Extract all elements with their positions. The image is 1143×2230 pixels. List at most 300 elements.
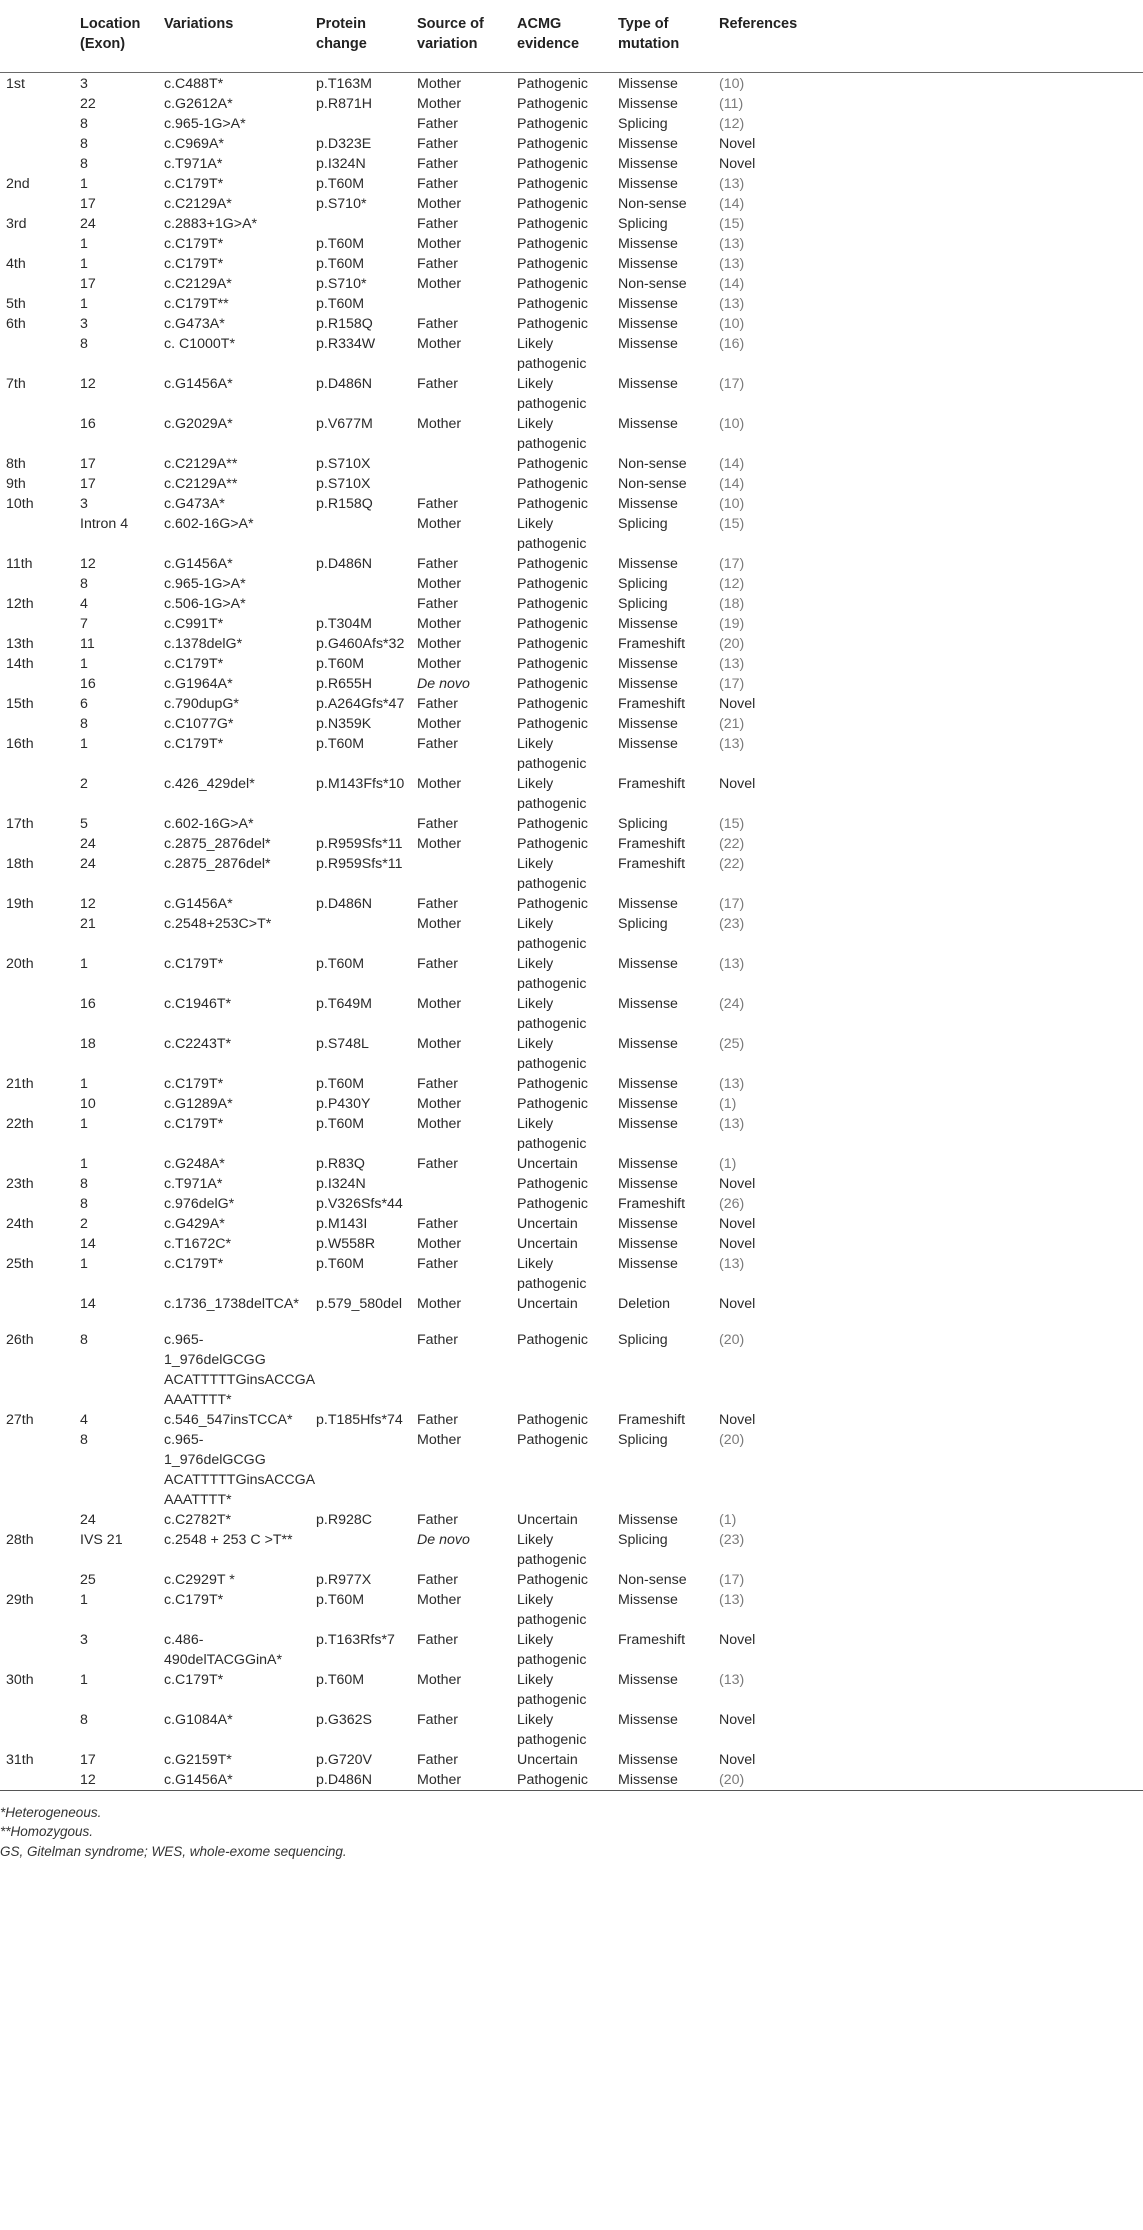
cell-case: [0, 114, 74, 134]
cell-type: Missense: [618, 155, 678, 172]
cell-type: Splicing: [618, 1431, 668, 1448]
cell-source: Father: [417, 175, 459, 192]
table-row: [0, 554, 1143, 574]
cell-reference: (1): [719, 1511, 737, 1528]
cell-location: 3: [80, 75, 88, 92]
cell-acmg: Pathogenic: [517, 1411, 588, 1428]
cell-case: [0, 1094, 74, 1114]
cell-type: Missense: [618, 1155, 678, 1172]
cell-acmg: Pathogenic: [517, 695, 588, 712]
cell-variation: c.G1964A*: [164, 675, 233, 692]
cell-source: Father: [417, 135, 459, 152]
cell-acmg: Likely pathogenic: [517, 995, 587, 1032]
cell-acmg: Uncertain: [517, 1235, 578, 1252]
header-cell-protein-change: Protein change: [316, 16, 367, 52]
cell-reference: Novel: [719, 1235, 756, 1252]
cell-type: Missense: [618, 1115, 678, 1132]
cell-protein-change: [310, 574, 411, 594]
cell-location: 17: [80, 195, 96, 212]
cell-type: Missense: [618, 1075, 678, 1092]
cell-location: 18: [80, 1035, 96, 1052]
cell-location: 2: [80, 775, 88, 792]
header-cell-type: Type of mutation: [618, 16, 680, 52]
cell-protein-change: p.T60M: [316, 1115, 365, 1132]
table-row: [0, 1750, 1143, 1770]
cell-location: 17: [80, 455, 96, 472]
table-row: [0, 714, 1143, 734]
table-row: [0, 94, 1143, 114]
table-row: [0, 1174, 1143, 1194]
cell-protein-change: [310, 514, 411, 554]
cell-location: 24: [80, 855, 96, 872]
cell-variation: c.G1456A*: [164, 1771, 233, 1788]
table-row: [0, 274, 1143, 294]
cell-case: [0, 774, 74, 814]
cell-type: Missense: [618, 1711, 678, 1728]
cell-protein-change: p.T60M: [316, 295, 365, 312]
cell-variation: c.G473A*: [164, 495, 225, 512]
cell-source: Father: [417, 115, 459, 132]
cell-case: [0, 134, 74, 154]
cell-type: Missense: [618, 1175, 678, 1192]
cell-source: Father: [417, 595, 459, 612]
cell-case: [0, 674, 74, 694]
cell-variation: c.C179T*: [164, 255, 224, 272]
cell-reference: Novel: [719, 775, 756, 792]
cell-reference: (20): [719, 1331, 745, 1348]
cell-type: Missense: [618, 995, 678, 1012]
cell-source: [411, 1194, 511, 1214]
cell-source: [411, 454, 511, 474]
cell-reference: (22): [719, 835, 745, 852]
table-row: [0, 1430, 1143, 1510]
cell-source: De novo: [417, 1531, 470, 1548]
table-row: [0, 234, 1143, 254]
cell-source: Mother: [417, 915, 462, 932]
cell-variation: c.C179T*: [164, 955, 224, 972]
cell-source: Mother: [417, 1671, 462, 1688]
cell-case: 7th: [6, 375, 26, 392]
cell-variation: c.T971A*: [164, 155, 223, 172]
cell-location: 8: [80, 1175, 88, 1192]
cell-protein-change: p.D486N: [316, 1771, 372, 1788]
cell-source: Mother: [417, 1115, 462, 1132]
cell-acmg: Pathogenic: [517, 1195, 588, 1212]
table-row: [0, 114, 1143, 134]
cell-location: 4: [80, 1411, 88, 1428]
cell-case: 24th: [6, 1215, 34, 1232]
cell-protein-change: p.R158Q: [316, 315, 373, 332]
cell-reference: Novel: [719, 1631, 756, 1648]
cell-type: Splicing: [618, 115, 668, 132]
cell-variation: c.790dupG*: [164, 695, 239, 712]
cell-variation: c.965-1_976delGCGG ACATTTTTGinsACCGA AAATTTT*: [164, 1431, 315, 1508]
table-row: [0, 1410, 1143, 1430]
cell-case: [0, 1034, 74, 1074]
cell-variation: c.C179T**: [164, 295, 229, 312]
cell-reference: (13): [719, 655, 745, 672]
cell-location: 12: [80, 895, 96, 912]
cell-variation: c.G429A*: [164, 1215, 225, 1232]
cell-location: 16: [80, 415, 96, 432]
table-row: [0, 674, 1143, 694]
cell-type: Splicing: [618, 215, 668, 232]
table-row: [0, 1570, 1143, 1590]
table-row: [0, 1530, 1143, 1570]
cell-reference: (14): [719, 275, 745, 292]
table-body: [0, 72, 1143, 1790]
cell-variation: c.C179T*: [164, 1255, 224, 1272]
cell-acmg: Likely pathogenic: [517, 1531, 587, 1568]
cell-location: 12: [80, 375, 96, 392]
cell-protein-change: p.R959Sfs*11: [316, 855, 403, 872]
cell-case: 14th: [6, 655, 34, 672]
cell-protein-change: p.T60M: [316, 235, 365, 252]
cell-protein-change: p.T163M: [316, 75, 372, 92]
cell-location: 8: [80, 135, 88, 152]
cell-source: Father: [417, 735, 459, 752]
table-row: [0, 634, 1143, 654]
cell-variation: c.C2129A*: [164, 275, 232, 292]
cell-case: [0, 1154, 74, 1174]
cell-variation: c.976delG*: [164, 1195, 235, 1212]
cell-type: Missense: [618, 895, 678, 912]
cell-type: Missense: [618, 75, 678, 92]
cell-acmg: Likely pathogenic: [517, 1711, 587, 1748]
cell-location: 8: [80, 1711, 88, 1728]
cell-location: Intron 4: [80, 515, 129, 532]
cell-location: 24: [80, 215, 96, 232]
cell-location: 21: [80, 915, 96, 932]
cell-case: [0, 1710, 74, 1750]
cell-acmg: Pathogenic: [517, 295, 588, 312]
cell-protein-change: p.W558R: [316, 1235, 376, 1252]
cell-acmg: Likely pathogenic: [517, 415, 587, 452]
cell-variation: c.602-16G>A*: [164, 815, 254, 832]
cell-protein-change: p.S710*: [316, 195, 367, 212]
cell-source: Father: [417, 1411, 459, 1428]
table-row: [0, 654, 1143, 674]
table-row: [0, 694, 1143, 714]
cell-location: 16: [80, 995, 96, 1012]
cell-type: Missense: [618, 235, 678, 252]
cell-variation: c.G473A*: [164, 315, 225, 332]
cell-acmg: Pathogenic: [517, 635, 588, 652]
cell-acmg: Pathogenic: [517, 675, 588, 692]
table-row: [0, 1670, 1143, 1710]
cell-reference: (23): [719, 1531, 745, 1548]
cell-acmg: Uncertain: [517, 1511, 578, 1528]
cell-location: 17: [80, 475, 96, 492]
cell-protein-change: p.I324N: [316, 1175, 366, 1192]
cell-case: [0, 234, 74, 254]
cell-source: Mother: [417, 575, 462, 592]
cell-acmg: Pathogenic: [517, 235, 588, 252]
cell-acmg: Likely pathogenic: [517, 335, 587, 372]
cell-case: 15th: [6, 695, 34, 712]
cell-type: Splicing: [618, 1531, 668, 1548]
cell-reference: (13): [719, 1075, 745, 1092]
cell-type: Missense: [618, 1671, 678, 1688]
footnote: GS, Gitelman syndrome; WES, whole-exome sequencing.: [0, 1843, 347, 1859]
cell-acmg: Uncertain: [517, 1295, 578, 1312]
cell-type: Missense: [618, 1751, 678, 1768]
cell-type: Missense: [618, 1511, 678, 1528]
cell-protein-change: p.T60M: [316, 955, 365, 972]
cell-variation: c.C179T*: [164, 655, 224, 672]
cell-protein-change: p.V677M: [316, 415, 373, 432]
cell-location: 3: [80, 495, 88, 512]
cell-type: Missense: [618, 1235, 678, 1252]
cell-location: 8: [80, 715, 88, 732]
cell-source: Mother: [417, 1771, 462, 1788]
cell-source: Mother: [417, 715, 462, 732]
cell-variation: c.C179T*: [164, 1591, 224, 1608]
table-row: [0, 854, 1143, 894]
cell-case: [0, 154, 74, 174]
cell-case: [0, 994, 74, 1034]
cell-source: Mother: [417, 1295, 462, 1312]
cell-case: [0, 94, 74, 114]
cell-location: 1: [80, 1255, 88, 1272]
cell-reference: (20): [719, 635, 745, 652]
header-cell-source: Source of variation: [417, 16, 484, 52]
cell-location: 8: [80, 155, 88, 172]
cell-acmg: Pathogenic: [517, 155, 588, 172]
cell-protein-change: p.S710*: [316, 275, 367, 292]
cell-location: 10: [80, 1095, 96, 1112]
cell-location: 5: [80, 815, 88, 832]
cell-acmg: Uncertain: [517, 1155, 578, 1172]
cell-type: Missense: [618, 375, 678, 392]
cell-variation: c.G1289A*: [164, 1095, 233, 1112]
table-row: [0, 894, 1143, 914]
cell-reference: (10): [719, 75, 745, 92]
cell-acmg: Likely pathogenic: [517, 1671, 587, 1708]
cell-acmg: Likely pathogenic: [517, 855, 587, 892]
cell-location: 12: [80, 555, 96, 572]
table-row: [0, 474, 1143, 494]
cell-reference: (17): [719, 375, 745, 392]
cell-protein-change: p.R158Q: [316, 495, 373, 512]
cell-protein-change: p.T60M: [316, 175, 365, 192]
cell-source: Father: [417, 155, 459, 172]
cell-variation: c.506-1G>A*: [164, 595, 246, 612]
cell-acmg: Likely pathogenic: [517, 1035, 587, 1072]
table-row: [0, 514, 1143, 554]
table-row: [0, 294, 1143, 314]
cell-source: Mother: [417, 995, 462, 1012]
cell-protein-change: p.T60M: [316, 735, 365, 752]
cell-source: Mother: [417, 335, 462, 352]
cell-variation: c.C2129A**: [164, 455, 238, 472]
cell-acmg: Uncertain: [517, 1751, 578, 1768]
cell-reference: Novel: [719, 1295, 756, 1312]
cell-reference: (1): [719, 1095, 737, 1112]
cell-reference: (13): [719, 175, 745, 192]
cell-type: Non-sense: [618, 455, 687, 472]
cell-type: Frameshift: [618, 775, 686, 792]
cell-acmg: Likely pathogenic: [517, 1631, 587, 1668]
cell-variation: c.C2129A*: [164, 195, 232, 212]
cell-reference: (26): [719, 1195, 745, 1212]
cell-acmg: Pathogenic: [517, 275, 588, 292]
table-row: [0, 134, 1143, 154]
table-row: [0, 954, 1143, 994]
cell-location: 1: [80, 295, 88, 312]
cell-variation: c.2875_2876del*: [164, 855, 271, 872]
table-row: [0, 1094, 1143, 1114]
cell-type: Missense: [618, 175, 678, 192]
table-row: [0, 1154, 1143, 1174]
cell-protein-change: p.M143Ffs*10: [316, 775, 405, 792]
cell-variation: c.T971A*: [164, 1175, 223, 1192]
cell-protein-change: p.T60M: [316, 655, 365, 672]
cell-source: Mother: [417, 195, 462, 212]
cell-location: 8: [80, 115, 88, 132]
cell-variation: c. C1000T*: [164, 335, 235, 352]
cell-reference: (22): [719, 855, 745, 872]
table-row: [0, 814, 1143, 834]
cell-type: Non-sense: [618, 195, 687, 212]
cell-type: Splicing: [618, 515, 668, 532]
cell-variation: c.2548 + 253 C >T**: [164, 1531, 293, 1548]
cell-source: Father: [417, 1751, 459, 1768]
cell-reference: (13): [719, 1115, 745, 1132]
footnote: *Heterogeneous.: [0, 1804, 102, 1820]
cell-reference: (13): [719, 295, 745, 312]
cell-variation: c.C179T*: [164, 1075, 224, 1092]
table-row: [0, 214, 1143, 234]
cell-type: Missense: [618, 715, 678, 732]
cell-type: Frameshift: [618, 1195, 686, 1212]
cell-case: 20th: [6, 955, 34, 972]
cell-acmg: Likely pathogenic: [517, 515, 587, 552]
cell-location: IVS 21: [80, 1531, 123, 1548]
cell-location: 1: [80, 1671, 88, 1688]
table-row: [0, 1710, 1143, 1750]
cell-source: Father: [417, 495, 459, 512]
cell-type: Missense: [618, 295, 678, 312]
cell-case: 19th: [6, 895, 34, 912]
cell-case: [0, 1194, 74, 1214]
cell-acmg: Likely pathogenic: [517, 775, 587, 812]
cell-case: [0, 1510, 74, 1530]
cell-type: Missense: [618, 1771, 678, 1788]
cell-case: 29th: [6, 1591, 34, 1608]
cell-acmg: Pathogenic: [517, 475, 588, 492]
cell-protein-change: [310, 114, 411, 134]
cell-protein-change: p.M143I: [316, 1215, 368, 1232]
cell-protein-change: p.T60M: [316, 1075, 365, 1092]
cell-protein-change: [310, 1430, 411, 1510]
header-row: [0, 0, 1143, 72]
cell-acmg: Pathogenic: [517, 1771, 588, 1788]
cell-reference: (13): [719, 1255, 745, 1272]
cell-type: Frameshift: [618, 835, 686, 852]
cell-protein-change: p.T649M: [316, 995, 372, 1012]
cell-type: Frameshift: [618, 1411, 686, 1428]
cell-variation: c.G248A*: [164, 1155, 225, 1172]
cell-location: 1: [80, 1155, 88, 1172]
cell-case: [0, 334, 74, 374]
cell-reference: (24): [719, 995, 745, 1012]
cell-case: [0, 574, 74, 594]
cell-variation: c.C1946T*: [164, 995, 232, 1012]
cell-reference: (14): [719, 195, 745, 212]
cell-reference: Novel: [719, 1175, 756, 1192]
cell-source: Mother: [417, 1035, 462, 1052]
cell-case: 23th: [6, 1175, 34, 1192]
cell-protein-change: p.I324N: [316, 155, 366, 172]
cell-source: Father: [417, 955, 459, 972]
cell-location: 8: [80, 1431, 88, 1448]
cell-type: Missense: [618, 1095, 678, 1112]
header-cell-location: Location (Exon): [80, 16, 141, 52]
header-cell-case: [0, 0, 74, 72]
cell-acmg: Pathogenic: [517, 315, 588, 332]
cell-variation: c.C969A*: [164, 135, 224, 152]
cell-location: 1: [80, 1075, 88, 1092]
cell-case: [0, 1294, 74, 1330]
cell-variation: c.T1672C*: [164, 1235, 232, 1252]
cell-reference: (15): [719, 815, 745, 832]
cell-protein-change: p.V326Sfs*44: [316, 1195, 403, 1212]
cell-protein-change: p.P430Y: [316, 1095, 371, 1112]
cell-reference: (20): [719, 1431, 745, 1448]
table-row: [0, 1114, 1143, 1154]
cell-case: 8th: [6, 455, 26, 472]
cell-case: [0, 414, 74, 454]
cell-type: Missense: [618, 255, 678, 272]
cell-case: 13th: [6, 635, 34, 652]
cell-source: [411, 474, 511, 494]
cell-variation: c.C179T*: [164, 175, 224, 192]
cell-source: Father: [417, 1571, 459, 1588]
cell-type: Frameshift: [618, 695, 686, 712]
cell-source: Mother: [417, 95, 462, 112]
cell-protein-change: p.S748L: [316, 1035, 369, 1052]
cell-source: [411, 294, 511, 314]
cell-protein-change: p.R928C: [316, 1511, 372, 1528]
cell-case: 5th: [6, 295, 26, 312]
cell-type: Missense: [618, 95, 678, 112]
cell-reference: (10): [719, 315, 745, 332]
cell-case: 11th: [6, 555, 33, 572]
cell-reference: (19): [719, 615, 745, 632]
cell-source: Father: [417, 215, 459, 232]
cell-reference: (14): [719, 455, 745, 472]
table-row: [0, 914, 1143, 954]
cell-type: Non-sense: [618, 275, 687, 292]
cell-acmg: Pathogenic: [517, 1331, 588, 1348]
cell-acmg: Pathogenic: [517, 1075, 588, 1092]
cell-case: [0, 834, 74, 854]
cell-source: Mother: [417, 1235, 462, 1252]
cell-case: [0, 914, 74, 954]
table-row: [0, 594, 1143, 614]
cell-protein-change: p.G460Afs*32: [316, 635, 405, 652]
cell-type: Missense: [618, 415, 678, 432]
cell-case: [0, 1630, 74, 1670]
cell-acmg: Likely pathogenic: [517, 1255, 587, 1292]
table-row: [0, 154, 1143, 174]
cell-type: Non-sense: [618, 475, 687, 492]
cell-location: 25: [80, 1571, 96, 1588]
cell-variation: c.C991T*: [164, 615, 224, 632]
cell-acmg: Pathogenic: [517, 175, 588, 192]
cell-reference: (13): [719, 1671, 745, 1688]
